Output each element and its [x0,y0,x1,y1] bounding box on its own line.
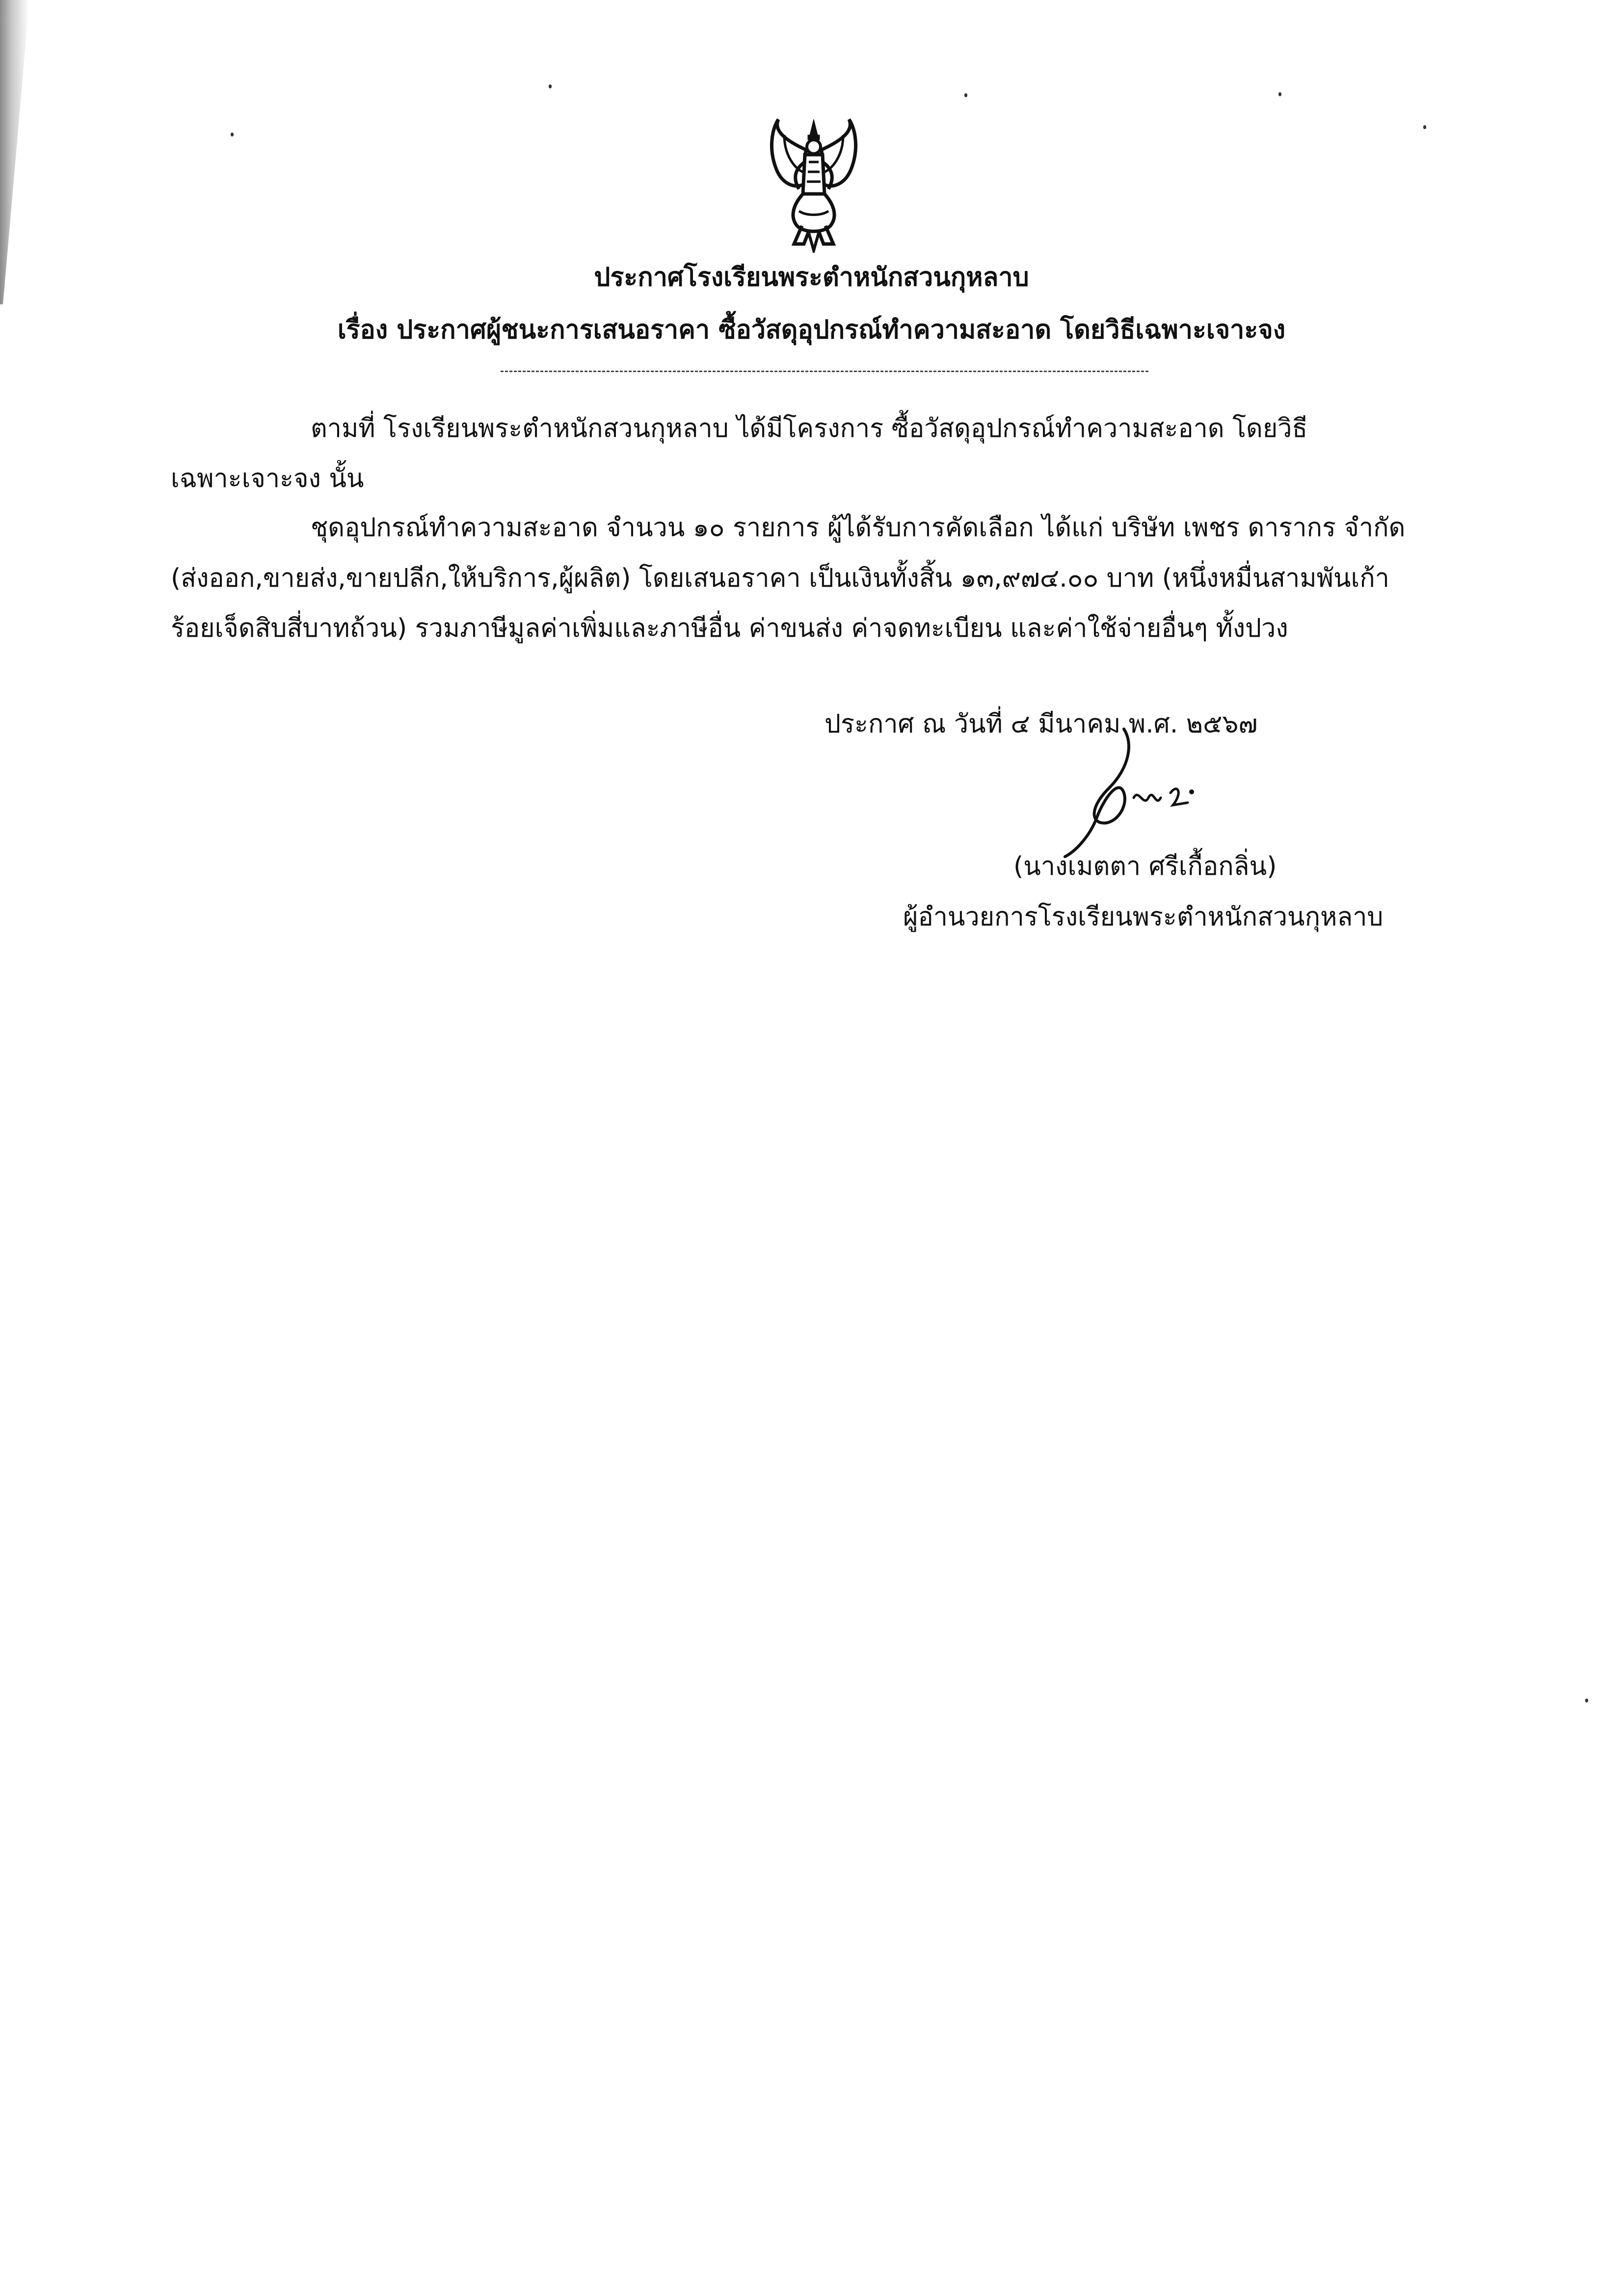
garuda-emblem-icon [765,115,863,253]
paragraph-2-line-2: (ส่งออก,ขายส่ง,ขายปลีก,ให้บริการ,ผู้ผลิต) โดยเสนอราคา เป็นเงินทั้งสิ้น ๑๓,๙๗๔.๐๐ บาท (หนึ่งหมื่นสามพันเก้า [171,564,1389,593]
document-subject: เรื่อง ประกาศผู้ชนะการเสนอราคา ซื้อวัสดุอุปกรณ์ทำความสะอาด โดยวิธีเฉพาะเจาะจง [337,315,1286,345]
handwritten-signature [1060,724,1207,866]
scan-speck [549,84,552,88]
signer-name: (นางเมตตา ศรีเกื้อกลิ่น) [1013,852,1277,881]
paragraph-1-line-1: ตามที่ โรงเรียนพระตำหนักสวนกุหลาบ ได้มีโครงการ ซื้อวัสดุอุปกรณ์ทำความสะอาด โดยวิธี [311,414,1308,443]
paragraph-2-line-1: ชุดอุปกรณ์ทำความสะอาด จำนวน ๑๐ รายการ ผู้ได้รับการคัดเลือก ได้แก่ บริษัท เพชร ดารากร จำกัด [311,513,1406,542]
paragraph-1-line-2: เฉพาะเจาะจง นั้น [171,464,364,493]
scan-speck [1585,1699,1588,1702]
signer-position: ผู้อำนวยการโรงเรียนพระตำหนักสวนกุหลาบ [903,902,1384,932]
scan-speck [231,133,234,136]
scan-speck [1278,92,1281,96]
scan-speck [1423,125,1426,129]
scan-shadow [0,0,29,304]
scan-speck [964,93,967,97]
paragraph-2-line-3: ร้อยเจ็ดสิบสี่บาทถ้วน) รวมภาษีมูลค่าเพิ่มและภาษีอื่น ค่าขนส่ง ค่าจดทะเบียน และค่าใช้จ่ายอื่นๆ ทั้งปวง [171,614,1288,643]
announcement-date: ประกาศ ณ วันที่ ๔ มีนาคม พ.ศ. ๒๕๖๗ [825,709,1258,739]
dashed-divider [501,371,1148,372]
document-title: ประกาศโรงเรียนพระตำหนักสวนกุหลาบ [594,263,1029,292]
